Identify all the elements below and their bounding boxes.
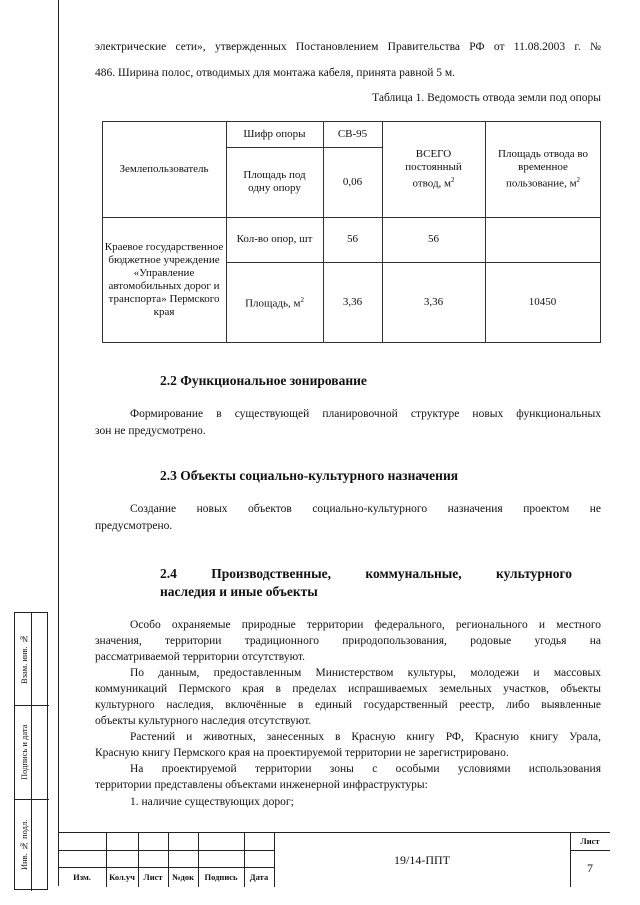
- title-block: [58, 832, 610, 886]
- section-2-4-title-line-1: 2.4 Производственные, коммунальные, культурного: [160, 566, 572, 581]
- frame-left-border: [58, 0, 59, 886]
- section-2-4-p3-line-1: Растений и животных, занесенных в Красную книгу РФ, Красную книгу Урала,: [130, 731, 601, 743]
- section-2-4-p3-line-2: Красную книгу Пермского края на проектируемой территории не зарегистрировано.: [95, 747, 509, 759]
- tb-list: Лист: [143, 872, 163, 882]
- tb-document-code: 19/14-ППТ: [394, 852, 450, 867]
- header-shifr-value: СВ-95: [337, 127, 368, 140]
- intro-line-2: 486. Ширина полос, отводимых для монтажа кабеля, принята равной 5 м.: [95, 67, 456, 79]
- section-2-4-title-line-2: наследия и иные объекты: [160, 584, 318, 599]
- section-2-3-title: 2.3 Объекты социально-культурного назначения: [160, 468, 459, 483]
- section-2-2-title: 2.2 Функциональное зонирование: [160, 373, 367, 388]
- cell-area-total: 3,36: [423, 295, 444, 308]
- section-2-4-p2-line-4: объекты культурного наследия отсутствуют.: [95, 715, 312, 727]
- section-2-3-line-2: предусмотрено.: [95, 520, 173, 532]
- section-2-2-line-1: Формирование в существующей планировочной структуре новых функциональных: [130, 408, 601, 420]
- cell-area-label: Площадь, $м^2$: [245, 295, 304, 310]
- header-shifr-label: Шифр опоры: [243, 127, 306, 140]
- header-land-user: Землепользователь: [119, 162, 209, 175]
- tb-ndok: №док: [172, 872, 194, 882]
- stamp-replace-inv: Взам. инв. №: [19, 634, 29, 684]
- section-2-4-p1-line-2: значения, территории традиционного природопользования, родовые угодья на: [95, 635, 601, 647]
- cell-land-user-name: Краевое государственное бюджетное учреждение «Управление автомобильных дорог и транспорта» Пермского края: [104, 240, 224, 318]
- stamp-original-inv: Инв. № подл.: [19, 819, 29, 871]
- intro-line-1: электрические сети», утвержденных Постановлением Правительства РФ от 11.08.2003 г. №: [95, 41, 601, 53]
- header-temporary-area: Площадь отвода во временное пользование, $м^2$: [498, 147, 588, 190]
- list-item-1: 1. наличие существующих дорог;: [130, 796, 294, 808]
- tb-data: Дата: [249, 872, 269, 882]
- section-2-4-p2-line-1: По данным, предоставленным Министерством культуры, молодежи и массовых: [130, 667, 601, 679]
- section-2-3-line-1: Создание новых объектов социально-культурного назначения проектом не: [130, 503, 601, 515]
- section-2-4-p2-line-3: культурного наследия, включённые в единый государственный реестр, либо выявленные: [95, 699, 601, 711]
- section-2-4-p4-line-2: территории представлены объектами инженерной инфраструктуры:: [95, 779, 428, 791]
- tb-podpis: Подпись: [204, 872, 238, 882]
- section-2-2-line-2: зон не предусмотрено.: [95, 425, 206, 437]
- stamp-signature-date: Подпись и дата: [19, 724, 29, 780]
- header-area-per-support: Площадь под одну опору: [243, 169, 306, 194]
- binding-stamp: [14, 612, 48, 890]
- table-caption: Таблица 1. Ведомость отвода земли под опоры: [372, 92, 601, 104]
- cell-area-temp: 10450: [528, 295, 557, 308]
- cell-count-label: Кол-во опор, шт: [236, 233, 313, 245]
- cell-count-temp: [485, 217, 600, 262]
- cell-area-per-value: 0,06: [342, 175, 363, 188]
- section-2-4-p2-line-2: коммуникаций Пермского края в пределах испрашиваемых земельных участков, объекты: [95, 683, 601, 695]
- tb-izm: Изм.: [73, 872, 91, 882]
- cell-count-value: 56: [347, 233, 358, 245]
- cell-count-total: 56: [428, 233, 439, 245]
- section-2-4-p4-line-1: На проектируемой территории зоны с особыми условиями использования: [130, 763, 601, 775]
- tb-sheet-number: 7: [587, 861, 593, 875]
- section-2-4-p1-line-3: рассматриваемой территории отсутствуют.: [95, 651, 306, 663]
- cell-area-value: 3,36: [342, 295, 363, 308]
- section-2-4-p1-line-1: Особо охраняемые природные территории федерального, регионального и местного: [130, 619, 601, 631]
- header-total-permanent: ВСЕГО постоянный отвод, $м^2$: [405, 147, 462, 190]
- tb-sheet-label: Лист: [580, 836, 600, 846]
- tb-koluch: Кол.уч: [109, 872, 135, 882]
